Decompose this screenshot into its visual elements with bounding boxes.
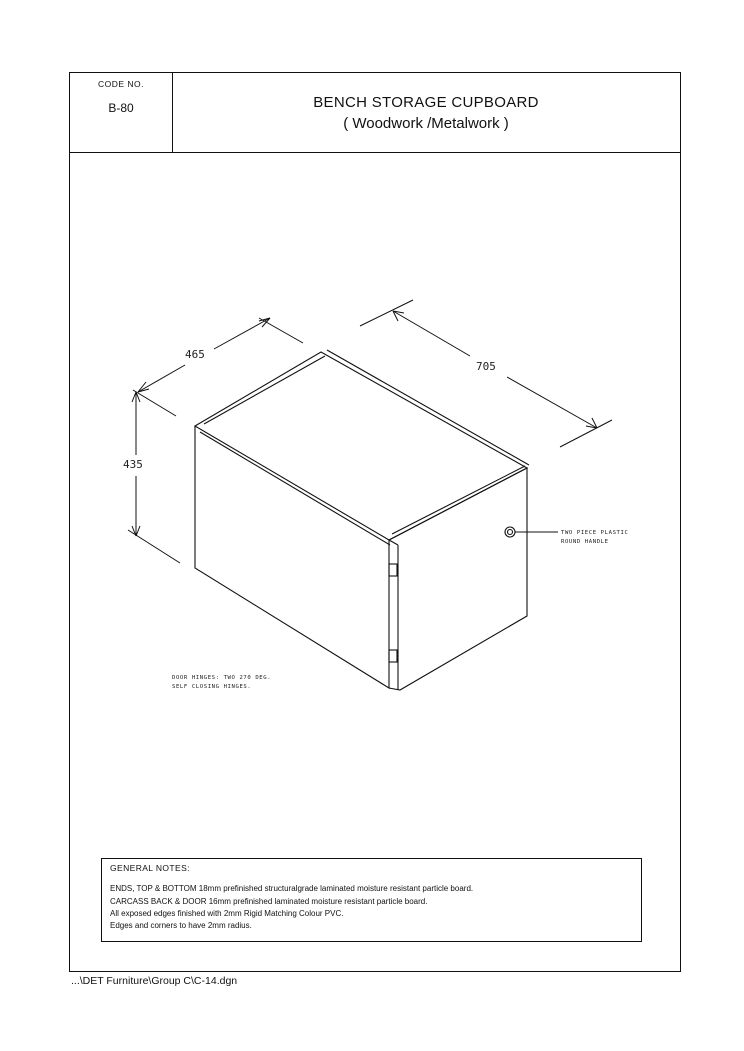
- general-notes-title: GENERAL NOTES:: [110, 863, 190, 873]
- code-value: B-80: [108, 101, 134, 115]
- code-cell: [70, 73, 173, 152]
- handle-note-line2: ROUND HANDLE: [561, 539, 609, 545]
- handle-note-line1: TWO PIECE PLASTIC: [561, 530, 629, 536]
- drawing-frame: [69, 72, 681, 972]
- hinge-note-line1: DOOR HINGES: TWO 270 DEG.: [172, 675, 272, 681]
- general-notes-box: [101, 858, 642, 942]
- title-block: [70, 73, 680, 153]
- general-note-line: All exposed edges finished with 2mm Rigid Matching Colour PVC.: [110, 909, 344, 918]
- dimension-465-label: 465: [185, 348, 205, 361]
- drawing-subtitle: ( Woodwork /Metalwork ): [343, 115, 509, 132]
- general-note-line: CARCASS BACK & DOOR 16mm prefinished laminated moisture resistant particle board.: [110, 897, 428, 906]
- dimension-435-label: 435: [123, 458, 143, 471]
- hinge-note-line2: SELF CLOSING HINGES.: [172, 684, 252, 690]
- title-cell: [172, 73, 680, 152]
- general-note-line: Edges and corners to have 2mm radius.: [110, 921, 252, 930]
- dimension-705-label: 705: [476, 360, 496, 373]
- code-label: CODE NO.: [97, 79, 145, 89]
- general-note-line: ENDS, TOP & BOTTOM 18mm prefinished structuralgrade laminated moisture resistant particle board.: [110, 884, 474, 893]
- drawing-title: BENCH STORAGE CUPBOARD: [313, 94, 539, 111]
- file-path-footer: ...\DET Furniture\Group C\C-14.dgn: [71, 975, 238, 987]
